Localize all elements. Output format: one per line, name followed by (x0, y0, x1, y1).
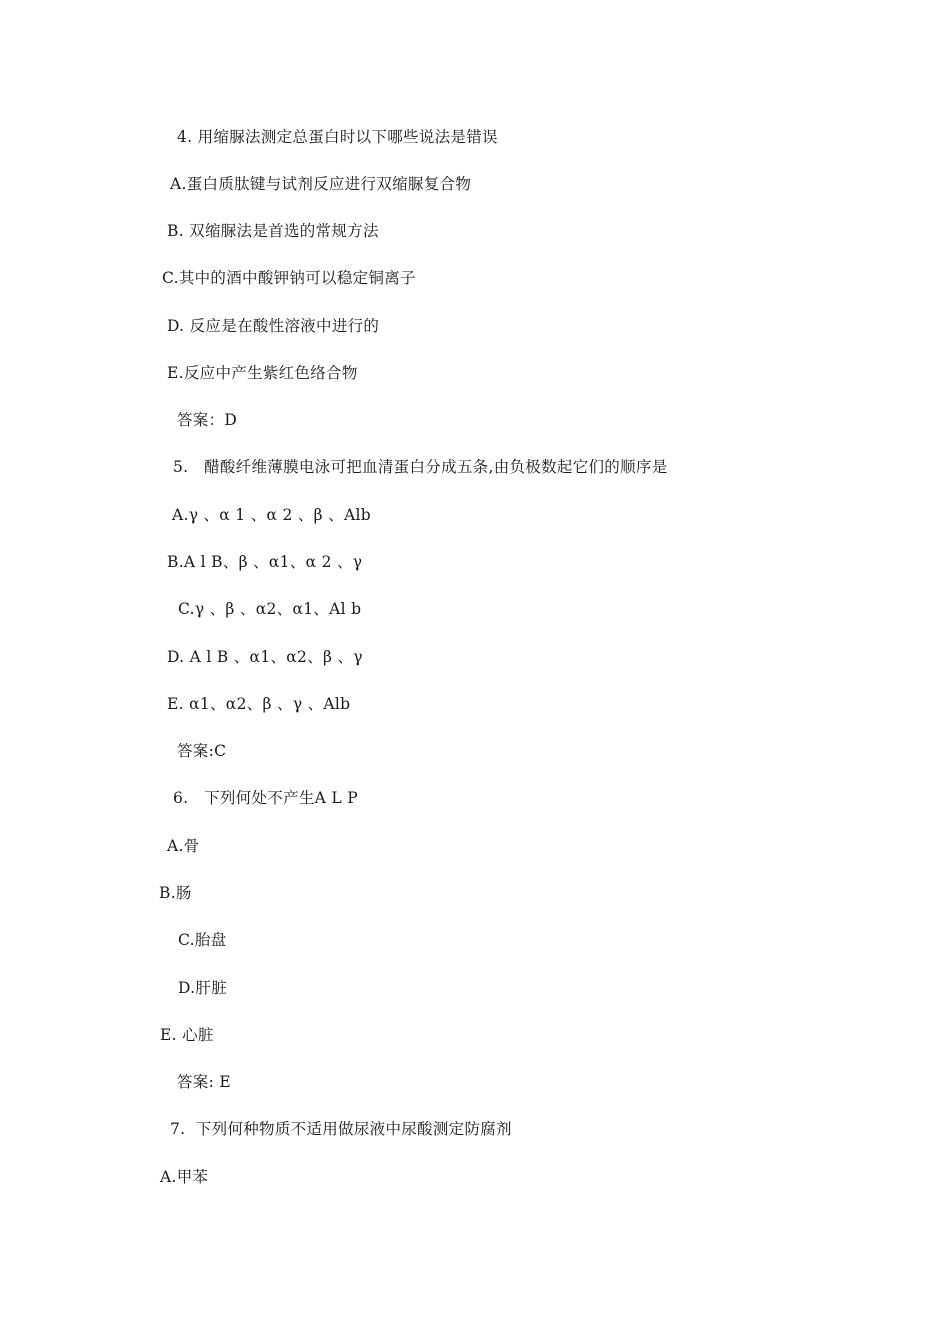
question-7-stem: 7. 下列何种物质不适用做尿液中尿酸测定防腐剂 (170, 1120, 512, 1138)
question-4-option-c: C.其中的酒中酸钾钠可以稳定铜离子 (162, 269, 416, 287)
question-5-option-a: A.γ 、α 1 、α 2 、β 、Alb (172, 506, 371, 524)
question-5-option-b: B.A l B、β 、α1、α 2 、γ (167, 553, 363, 571)
question-6-option-e: E. 心脏 (160, 1026, 214, 1044)
question-4-option-a: A.蛋白质肽键与试剂反应进行双缩脲复合物 (170, 175, 472, 193)
question-4-option-e: E.反应中产生紫红色络合物 (167, 364, 358, 382)
question-4-option-b: B. 双缩脲法是首选的常规方法 (167, 222, 379, 240)
question-6-answer: 答案: E (177, 1073, 231, 1091)
question-5-option-d: D. A l B 、α1、α2、β 、γ (167, 648, 363, 666)
question-6-option-c: C.胎盘 (178, 931, 227, 949)
question-4-stem: 4. 用缩脲法测定总蛋白时以下哪些说法是错误 (177, 128, 498, 146)
question-6-option-b: B.肠 (159, 884, 192, 902)
question-5-stem: 5. 醋酸纤维薄膜电泳可把血清蛋白分成五条,由负极数起它们的顺序是 (173, 458, 668, 476)
question-5-option-e: E. α1、α2、β 、γ 、Alb (167, 695, 351, 713)
question-7-option-a: A.甲苯 (160, 1168, 209, 1186)
question-4-option-d: D. 反应是在酸性溶液中进行的 (167, 317, 380, 335)
question-5-option-c: C.γ 、β 、α2、α1、Al b (178, 600, 362, 618)
question-4-answer: 答案：D (177, 411, 238, 429)
question-6-stem: 6. 下列何处不产生A L P (173, 789, 358, 807)
question-6-option-d: D.肝脏 (178, 979, 228, 997)
question-5-answer: 答案:C (177, 742, 227, 760)
question-6-option-a: A.骨 (167, 837, 200, 855)
